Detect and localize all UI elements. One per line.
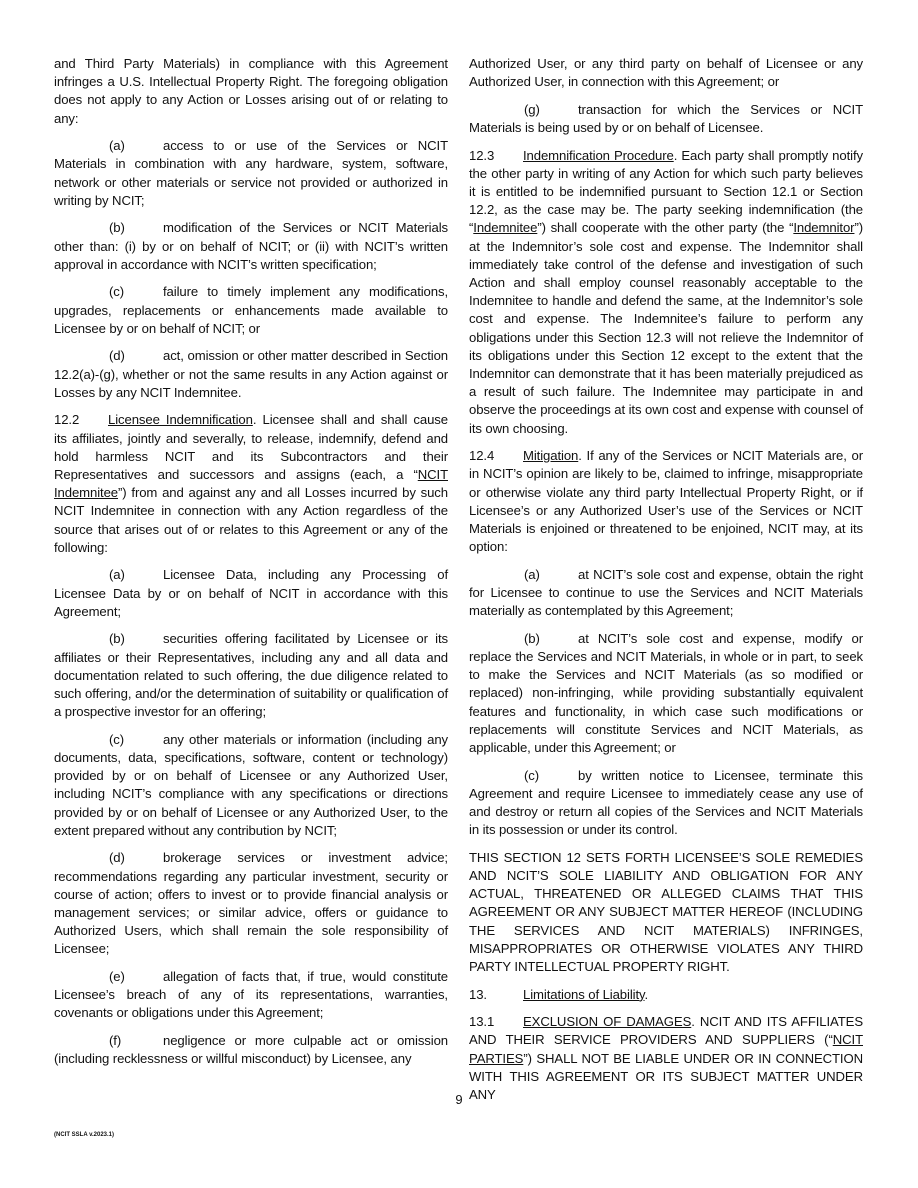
clause-label: (e)	[109, 969, 125, 985]
section-heading: Licensee Indemnification	[108, 412, 253, 428]
section-text: ”) at the Indemnitor’s sole cost and expense. The Indemnitor shall immediately take control of the defense and investigation of such Action and shall employ counsel reasonably acceptable to the Indemnitee to handle and defend the same, at the Indemnitor’s sole cost and expense. The Indemnitee’s failure to perform any obligations under this Section 12.3 will not relieve the Indemnitor of its obligations under this Section 12 except to the extent that the Indemnitor can demonstrate that it has been materially prejudiced as a result of such failure. The Indemnitee may participate in and observe the proceedings at its own cost and expense with counsel of its own choosing.	[469, 220, 863, 436]
section-13	[469, 986, 863, 1004]
clause-f-negligence	[54, 1032, 448, 1068]
section-12-3	[469, 147, 863, 438]
section-number: 13.	[469, 986, 487, 1002]
clause-c-materials	[54, 731, 448, 840]
clause-label: (a)	[524, 566, 540, 582]
continuation-paragraph: Authorized User, or any third party on behalf of Licensee or any Authorized User, in connection with this Agreement; or	[469, 56, 863, 90]
section-heading: Mitigation	[523, 448, 579, 464]
section-heading: EXCLUSION OF DAMAGES	[523, 1014, 692, 1030]
section-number: 13.1	[469, 1014, 495, 1030]
right-column	[469, 55, 863, 1114]
clause-label: (a)	[109, 567, 125, 583]
clause-text: securities offering facilitated by Licensee or its affiliates or their Representatives, including any and all data and documentation related to such offering, the due diligence related to such offering, and/or the determination of suitability or qualification of a prospective investor for an offering;	[54, 631, 448, 720]
clause-text: access to or use of the Services or NCIT Materials in combination with any hardware, system, software, network or other materials or service not provided or authorized in writing by NCIT;	[54, 138, 448, 208]
section-12-2	[54, 411, 448, 557]
clause-text: allegation of facts that, if true, would constitute Licensee’s breach of any of its representations, warranties, covenants or obligations under this Agreement;	[54, 969, 448, 1021]
clause-d-act	[54, 347, 448, 402]
footer-version: (NCIT SSLA v.2023.1)	[54, 1132, 115, 1138]
section-text: . Each party shall promptly notify the other party in writing of any Action for which such party believes it is entitled to be indemnified pursuant to Section 12.1 or Section 12.2, as the case may be. The party seeking indemnification (the “	[469, 147, 863, 236]
clause-d-brokerage	[54, 849, 448, 958]
section-text: . If any of the Services or NCIT Materials are, or in NCIT’s opinion are likely to be, claimed to infringe, misappropriate or otherwise violate any third party Intellectual Property Right, or if Licensee’s or any Authorized User’s use of the Services or NCIT Materials is enjoined or threatened to be enjoined, NCIT may, at its option:	[469, 448, 863, 555]
section-text: ”) shall cooperate with the other party (the “	[537, 220, 794, 236]
section-number: 12.3	[469, 147, 495, 163]
section-12-4	[469, 447, 863, 556]
clause-text: brokerage services or investment advice; recommendations regarding any particular investment, security or course of action; offers to invest or to provide financial analysis or management services; or similar advice, offers or guidance to Authorized Users, which shall remain the sole responsibility of Licensee;	[54, 850, 448, 957]
intro-paragraph: and Third Party Materials) in compliance with this Agreement infringes a U.S. Intellectual Property Right. The foregoing obligation does not apply to any Action or Losses arising out of or relating to any:	[54, 56, 448, 126]
clause-label: (a)	[109, 138, 125, 154]
clause-b-modification	[54, 219, 448, 274]
clause-text: at NCIT’s sole cost and expense, obtain the right for Licensee to continue to use the Services and NCIT Materials materially as contemplated by this Agreement;	[469, 566, 863, 619]
defined-term: Indemnitor	[793, 220, 855, 236]
defined-term: Indemnitee	[473, 220, 538, 236]
left-column	[54, 55, 448, 1078]
section-text: . NCIT AND ITS AFFILIATES AND THEIR SERVICE PROVIDERS AND SUPPLIERS (“	[469, 1014, 863, 1048]
defined-term: NCIT Indemnitee	[54, 467, 448, 501]
clause-label: (g)	[524, 101, 540, 117]
sole-remedies-paragraph: THIS SECTION 12 SETS FORTH LICENSEE’S SOLE REMEDIES AND NCIT’S SOLE LIABILITY AND OBLIGATION FOR ANY ACTUAL, THREATENED OR ALLEGED CLAIMS THAT THIS AGREEMENT OR ANY SUBJECT MATTER HEREOF (INCLUDING THE SERVICES AND NCIT MATERIALS) INFRINGES, MISAPPROPRIATES OR OTHERWISE VIOLATES ANY THIRD PARTY INTELLECTUAL PROPERTY RIGHT.	[469, 849, 863, 975]
section-heading: Indemnification Procedure	[523, 147, 674, 163]
clause-a-combination	[54, 137, 448, 210]
clause-c-terminate	[469, 767, 863, 840]
clause-b-modify-replace	[469, 630, 863, 757]
section-heading-dot: .	[644, 986, 649, 1002]
clause-label: (c)	[524, 767, 540, 783]
clause-text: by written notice to Licensee, terminate this Agreement and require Licensee to immediately cease any use of and destroy or return all copies of the Services and NCIT Materials in its possession or under its control.	[469, 767, 863, 838]
clause-label: (b)	[524, 630, 540, 646]
section-number: 12.2	[54, 412, 80, 428]
section-heading: Limitations of Liability	[523, 986, 645, 1002]
clause-a-licensee-data	[54, 566, 448, 621]
clause-g-transaction	[469, 101, 863, 137]
clause-a-obtain-right	[469, 566, 863, 621]
clause-text: act, omission or other matter described in Section 12.2(a)-(g), whether or not the same results in any Action against or Losses by any NCIT Indemnitee.	[54, 348, 448, 400]
clause-label: (b)	[109, 631, 125, 647]
clause-label: (d)	[109, 348, 125, 364]
clause-text: at NCIT’s sole cost and expense, modify or replace the Services and NCIT Materials, in whole or in part, to seek to make the Services and NCIT Materials (as so modified or replaced) non-infringing, while providing substantially equivalent features and functionality, in which case such modifications or replacements will constitute Services and NCIT Materials, as applicable, under this Agreement; or	[469, 630, 863, 756]
clause-c-failure	[54, 283, 448, 338]
clause-text: any other materials or information (including any documents, data, specifications, software, content or technology) provided by or on behalf of Licensee or any Authorized User, including NCIT’s compliance with any specifications or directions provided by or on behalf of Licensee or any Authorized User, to the extent prepared without any contribution by NCIT;	[54, 731, 448, 838]
clause-label: (f)	[109, 1033, 122, 1049]
section-number: 12.4	[469, 448, 495, 464]
clause-text: modification of the Services or NCIT Materials other than: (i) by or on behalf of NCIT; or (ii) with NCIT’s written approval in accordance with NCIT’s written specification;	[54, 220, 448, 272]
defined-term: NCIT PARTIES	[469, 1032, 863, 1066]
clause-label: (b)	[109, 220, 125, 236]
clause-text: Licensee Data, including any Processing of Licensee Data by or on behalf of NCIT in accordance with this Agreement;	[54, 567, 448, 619]
clause-text: failure to timely implement any modifications, upgrades, replacements or enhancements made available to Licensee by or on behalf of NCIT; or	[54, 284, 448, 336]
clause-label: (c)	[109, 731, 125, 747]
clause-label: (d)	[109, 850, 125, 866]
clause-e-allegation	[54, 968, 448, 1023]
page-number: 9	[455, 1092, 463, 1107]
section-text: ”) from and against any and all Losses incurred by such NCIT Indemnitee in connection with any Action regardless of the source that arises out of or relates to this Agreement or any of the following:	[54, 485, 448, 555]
clause-b-securities	[54, 630, 448, 721]
clause-text: transaction for which the Services or NCIT Materials is being used by or on behalf of Licensee.	[469, 101, 863, 135]
clause-label: (c)	[109, 284, 125, 300]
section-text: . Licensee shall and shall cause its affiliates, jointly and severally, to release, indemnify, defend and hold harmless NCIT and its Subcontractors and their Representatives and successors and assigns (each, a “	[54, 412, 448, 483]
section-text: ”) SHALL NOT BE LIABLE UNDER OR IN CONNECTION WITH THIS AGREEMENT OR ITS SUBJECT MATTER UNDER ANY	[469, 1050, 863, 1103]
clause-text: negligence or more culpable act or omission (including recklessness or willful misconduct) by Licensee, any	[54, 1033, 448, 1067]
